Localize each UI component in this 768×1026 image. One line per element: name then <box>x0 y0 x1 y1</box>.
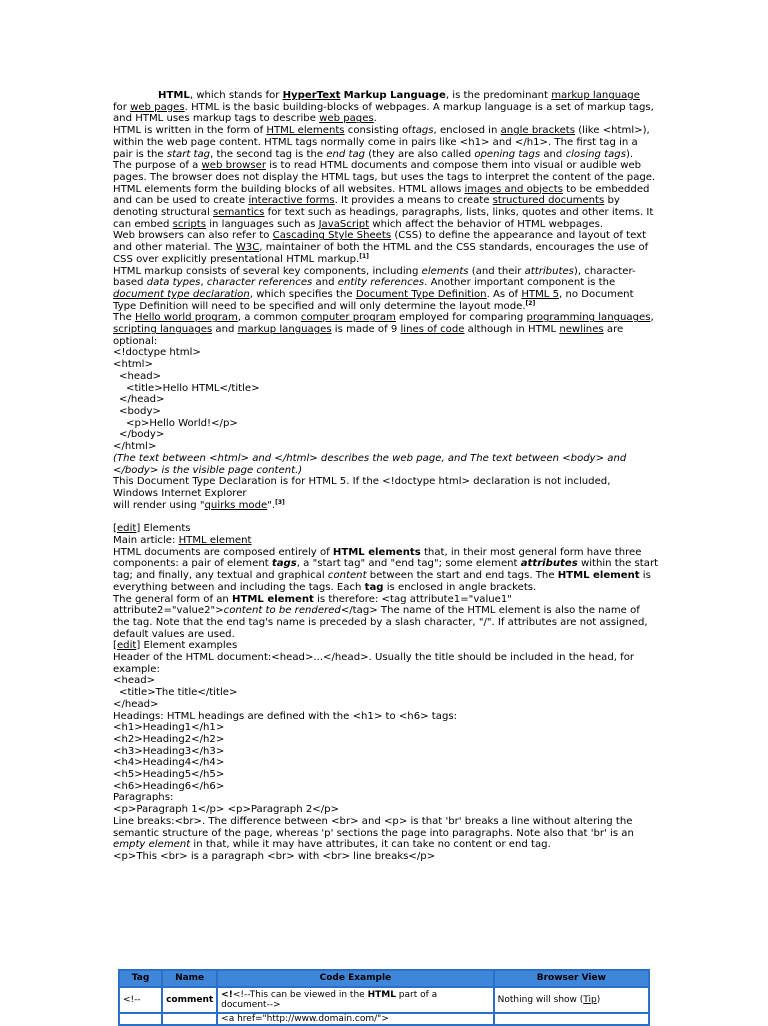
code-line: <title>Hello HTML</title> <box>126 382 260 394</box>
elements-line-7: the tag. Note that the end tag's name is preceded by a slash character, "/". If attributes are not assigned, <box>113 616 648 628</box>
tag-table <box>118 969 650 1026</box>
edit-link-examples[interactable]: edit <box>116 640 137 652</box>
link-programming-languages[interactable]: programming languages <box>526 312 651 324</box>
code-line: <!doctype html> <box>113 347 201 359</box>
code-line: <h1>Heading1</h1> <box>113 722 225 734</box>
code-line: <h2>Heading2</h2> <box>113 733 225 745</box>
link-newlines[interactable]: newlines <box>559 324 604 336</box>
code-line: </body> <box>119 429 165 441</box>
link-javascript[interactable]: JavaScript <box>318 218 370 230</box>
link-images-and-objects[interactable]: images and objects <box>464 183 563 195</box>
reference-2[interactable]: [2] <box>525 299 536 307</box>
intro-line-3: and HTML uses markup tags to describe web pages. <box>113 113 377 125</box>
elements-line-2: components: a pair of element tags, a "start tag" and "end tag"; some element attributes within the start <box>113 558 659 570</box>
link-html-elements[interactable]: HTML elements <box>266 125 345 137</box>
reference-1[interactable]: [1] <box>359 252 369 260</box>
link-html-element[interactable]: HTML element <box>178 535 252 547</box>
table-row <box>120 988 648 1012</box>
link-hello-world-program[interactable]: Hello world program <box>134 312 238 324</box>
doctype-note-line-2: Windows Internet Explorer <box>113 487 247 499</box>
edit-link-elements[interactable]: edit <box>116 523 137 535</box>
cell-view: Nothing will show (Tip) <box>495 988 648 1012</box>
note-line-1: (The text between <html> and </html> describes the web page, and The text between <body> and <box>113 452 627 464</box>
code-line: <p>Paragraph 1</p> <p>Paragraph 2</p> <box>113 804 339 816</box>
link-w3c[interactable]: W3C <box>235 242 260 254</box>
examples-heading: [edit] Element examples <box>113 640 238 652</box>
spacer <box>113 511 653 523</box>
cell-code: <a href="http://www.domain.com/"> <box>218 1014 493 1024</box>
examples-line-2: example: <box>113 663 160 675</box>
code-line: </head> <box>119 394 165 406</box>
cell-name: comment <box>163 988 216 1012</box>
para2-line-3: pair is the start tag, the second tag is the end tag (they are also called opening tags and closing tags). <box>113 148 634 160</box>
cell-view <box>495 1014 648 1024</box>
main-article-line: Main article: HTML element <box>113 535 252 547</box>
link-semantics[interactable]: semantics <box>212 207 265 219</box>
para3-line-3: HTML elements form the building blocks of all websites. HTML allows images and objects to be embedded <box>113 183 650 195</box>
code-line: </html> <box>113 441 157 453</box>
link-scripts[interactable]: scripts <box>172 218 207 230</box>
link-interactive-forms[interactable]: interactive forms <box>248 195 335 207</box>
link-web-pages[interactable]: web pages <box>130 101 185 113</box>
code-line: <head> <box>113 675 156 687</box>
elements-line-3: tag; and finally, any textual and graphical content between the start and end tags. The HTML element is <box>113 570 651 582</box>
elements-line-4: everything between and including the tags. Each tag is enclosed in angle brackets. <box>113 581 537 593</box>
elements-heading: [edit] Elements <box>113 523 191 535</box>
para2-line-1: HTML is written in the form of HTML elements consisting oftags, enclosed in angle brackets (like <html>), <box>113 125 650 137</box>
doctype-note-line-1: This Document Type Declaration is for HTML 5. If the <!doctype html> declaration is not included, <box>113 476 611 488</box>
para3-line-5: denoting structural semantics for text such as headings, paragraphs, lists, links, quotes and other items. It <box>113 207 654 219</box>
table-row <box>120 1014 648 1024</box>
linebreaks-line-3: empty element in that, while it may have attributes, it can take no content or end tag. <box>113 839 551 851</box>
link-tip[interactable]: Tip <box>583 995 597 1005</box>
code-line: <head> <box>119 370 162 382</box>
para3-line-6: can embed scripts in languages such as JavaScript which affect the behavior of HTML webpages. <box>113 218 604 230</box>
link-document-type-declaration[interactable]: document type declaration <box>113 288 250 300</box>
link-lines-of-code[interactable]: lines of code <box>400 324 465 336</box>
para5-line-2: based data types, character references and entity references. Another important component is the <box>113 277 616 289</box>
elements-line-8: default values are used. <box>113 628 235 640</box>
code-line: <p>This <br> is a paragraph <br> with <br> line breaks</p> <box>113 851 436 862</box>
link-structured-documents[interactable]: structured documents <box>492 195 605 207</box>
para3-line-4: and can be used to create interactive forms. It provides a means to create structured documents by <box>113 195 620 207</box>
cell-code: <!<!--This can be viewed in the HTML part of a document--> <box>218 988 493 1012</box>
link-web-browser[interactable]: web browser <box>201 160 266 172</box>
para4-line-2: and other material. The W3C, maintainer of both the HTML and the CSS standards, encourages the use of <box>113 242 649 254</box>
table-header-row <box>120 971 648 986</box>
para3-line-1: The purpose of a web browser is to read HTML documents and compose them into visual or audible web <box>113 160 642 172</box>
para5-line-3: document type declaration, which specifies the Document Type Definition. As of HTML 5, no Document <box>113 288 634 300</box>
code-line: </head> <box>113 698 159 710</box>
examples-line-1: Header of the HTML document:<head>...</head>. Usually the title should be included in the head, for <box>113 652 635 664</box>
elements-line-5: The general form of an HTML element is therefore: <tag attribute1="value1" <box>113 593 512 605</box>
note-line-2: </body> is the visible page content.) <box>113 464 303 476</box>
elements-line-6: attribute2="value2">content to be rendered</tag> The name of the HTML element is also the name of <box>113 605 640 617</box>
cell-name <box>163 1014 216 1024</box>
headings-intro: Headings: HTML headings are defined with the <h1> to <h6> tags: <box>113 710 458 722</box>
header-code-example: Code Example <box>218 971 493 986</box>
elements-line-1: HTML documents are composed entirely of HTML elements that, in their most general form have three <box>113 546 642 558</box>
link-document-type-definition[interactable]: Document Type Definition <box>355 288 487 300</box>
link-scripting-languages[interactable]: scripting languages <box>113 324 213 336</box>
code-line: <h4>Heading4</h4> <box>113 757 225 769</box>
para6-line-3: optional: <box>113 335 158 347</box>
para5-line-4: Type Definition will need to be specified and will only determine the layout mode.[2] <box>113 299 536 312</box>
reference-3[interactable]: [3] <box>275 498 285 506</box>
link-html5[interactable]: HTML 5 <box>521 288 560 300</box>
para6-line-1: The Hello world program, a common computer program employed for comparing programming languages, <box>113 312 654 324</box>
para4-line-3: CSS over explicitly presentational HTML markup.[1] <box>113 252 369 265</box>
para6-line-2: scripting languages and markup languages is made of 9 lines of code although in HTML newlines are <box>113 324 624 336</box>
link-markup-languages[interactable]: markup languages <box>237 324 332 336</box>
code-line: <h3>Heading3</h3> <box>113 745 225 757</box>
link-computer-program[interactable]: computer program <box>300 312 396 324</box>
link-markup-language[interactable]: markup language <box>551 90 640 101</box>
doctype-note-line-3: will render using "quirks mode".[3] <box>113 498 285 511</box>
header-tag: Tag <box>120 971 161 986</box>
cell-tag: <!-- <box>120 988 161 1012</box>
code-line: <p>Hello World!</p> <box>126 417 238 429</box>
para4-line-1: Web browsers can also refer to Cascading Style Sheets (CSS) to define the appearance and layout of text <box>113 230 647 242</box>
code-line: <h6>Heading6</h6> <box>113 780 225 792</box>
link-quirks-mode[interactable]: quirks mode <box>204 499 268 511</box>
intro-line-2: for web pages. HTML is the basic building-blocks of webpages. A markup language is a set of markup tags, <box>113 101 654 113</box>
para2-line-2: within the web page content. HTML tags normally come in pairs like <h1> and </h1>. The first tag in a <box>113 136 638 148</box>
para5-line-1: HTML markup consists of several key components, including elements (and their attributes), character- <box>113 265 636 277</box>
para3-line-2: pages. The browser does not display the HTML tags, but uses the tags to interpret the content of the page. <box>113 171 656 183</box>
link-web-pages-2[interactable]: web pages <box>319 113 374 125</box>
header-name: Name <box>163 971 216 986</box>
code-line: <title>The title</title> <box>119 687 238 699</box>
header-browser-view: Browser View <box>495 971 648 986</box>
code-line: <h5>Heading5</h5> <box>113 769 225 781</box>
intro-line-1: HTML, which stands for HyperText Markup Language, is the predominant markup language <box>158 90 640 101</box>
link-angle-brackets[interactable]: angle brackets <box>500 125 576 137</box>
document-body <box>113 90 659 863</box>
cell-tag <box>120 1014 161 1024</box>
linebreaks-line-1: Line breaks:<br>. The difference between <br> and <p> is that 'br' breaks a line without altering the <box>113 815 633 827</box>
paragraphs-label: Paragraphs: <box>113 792 174 804</box>
code-line: <body> <box>119 405 161 417</box>
code-line: <html> <box>113 359 153 371</box>
link-hypertext[interactable]: HyperText <box>282 90 341 101</box>
link-css[interactable]: Cascading Style Sheets <box>272 230 392 242</box>
linebreaks-line-2: semantic structure of the page, whereas 'p' sections the page into paragraphs. Note also that 'br' is an <box>113 827 634 839</box>
